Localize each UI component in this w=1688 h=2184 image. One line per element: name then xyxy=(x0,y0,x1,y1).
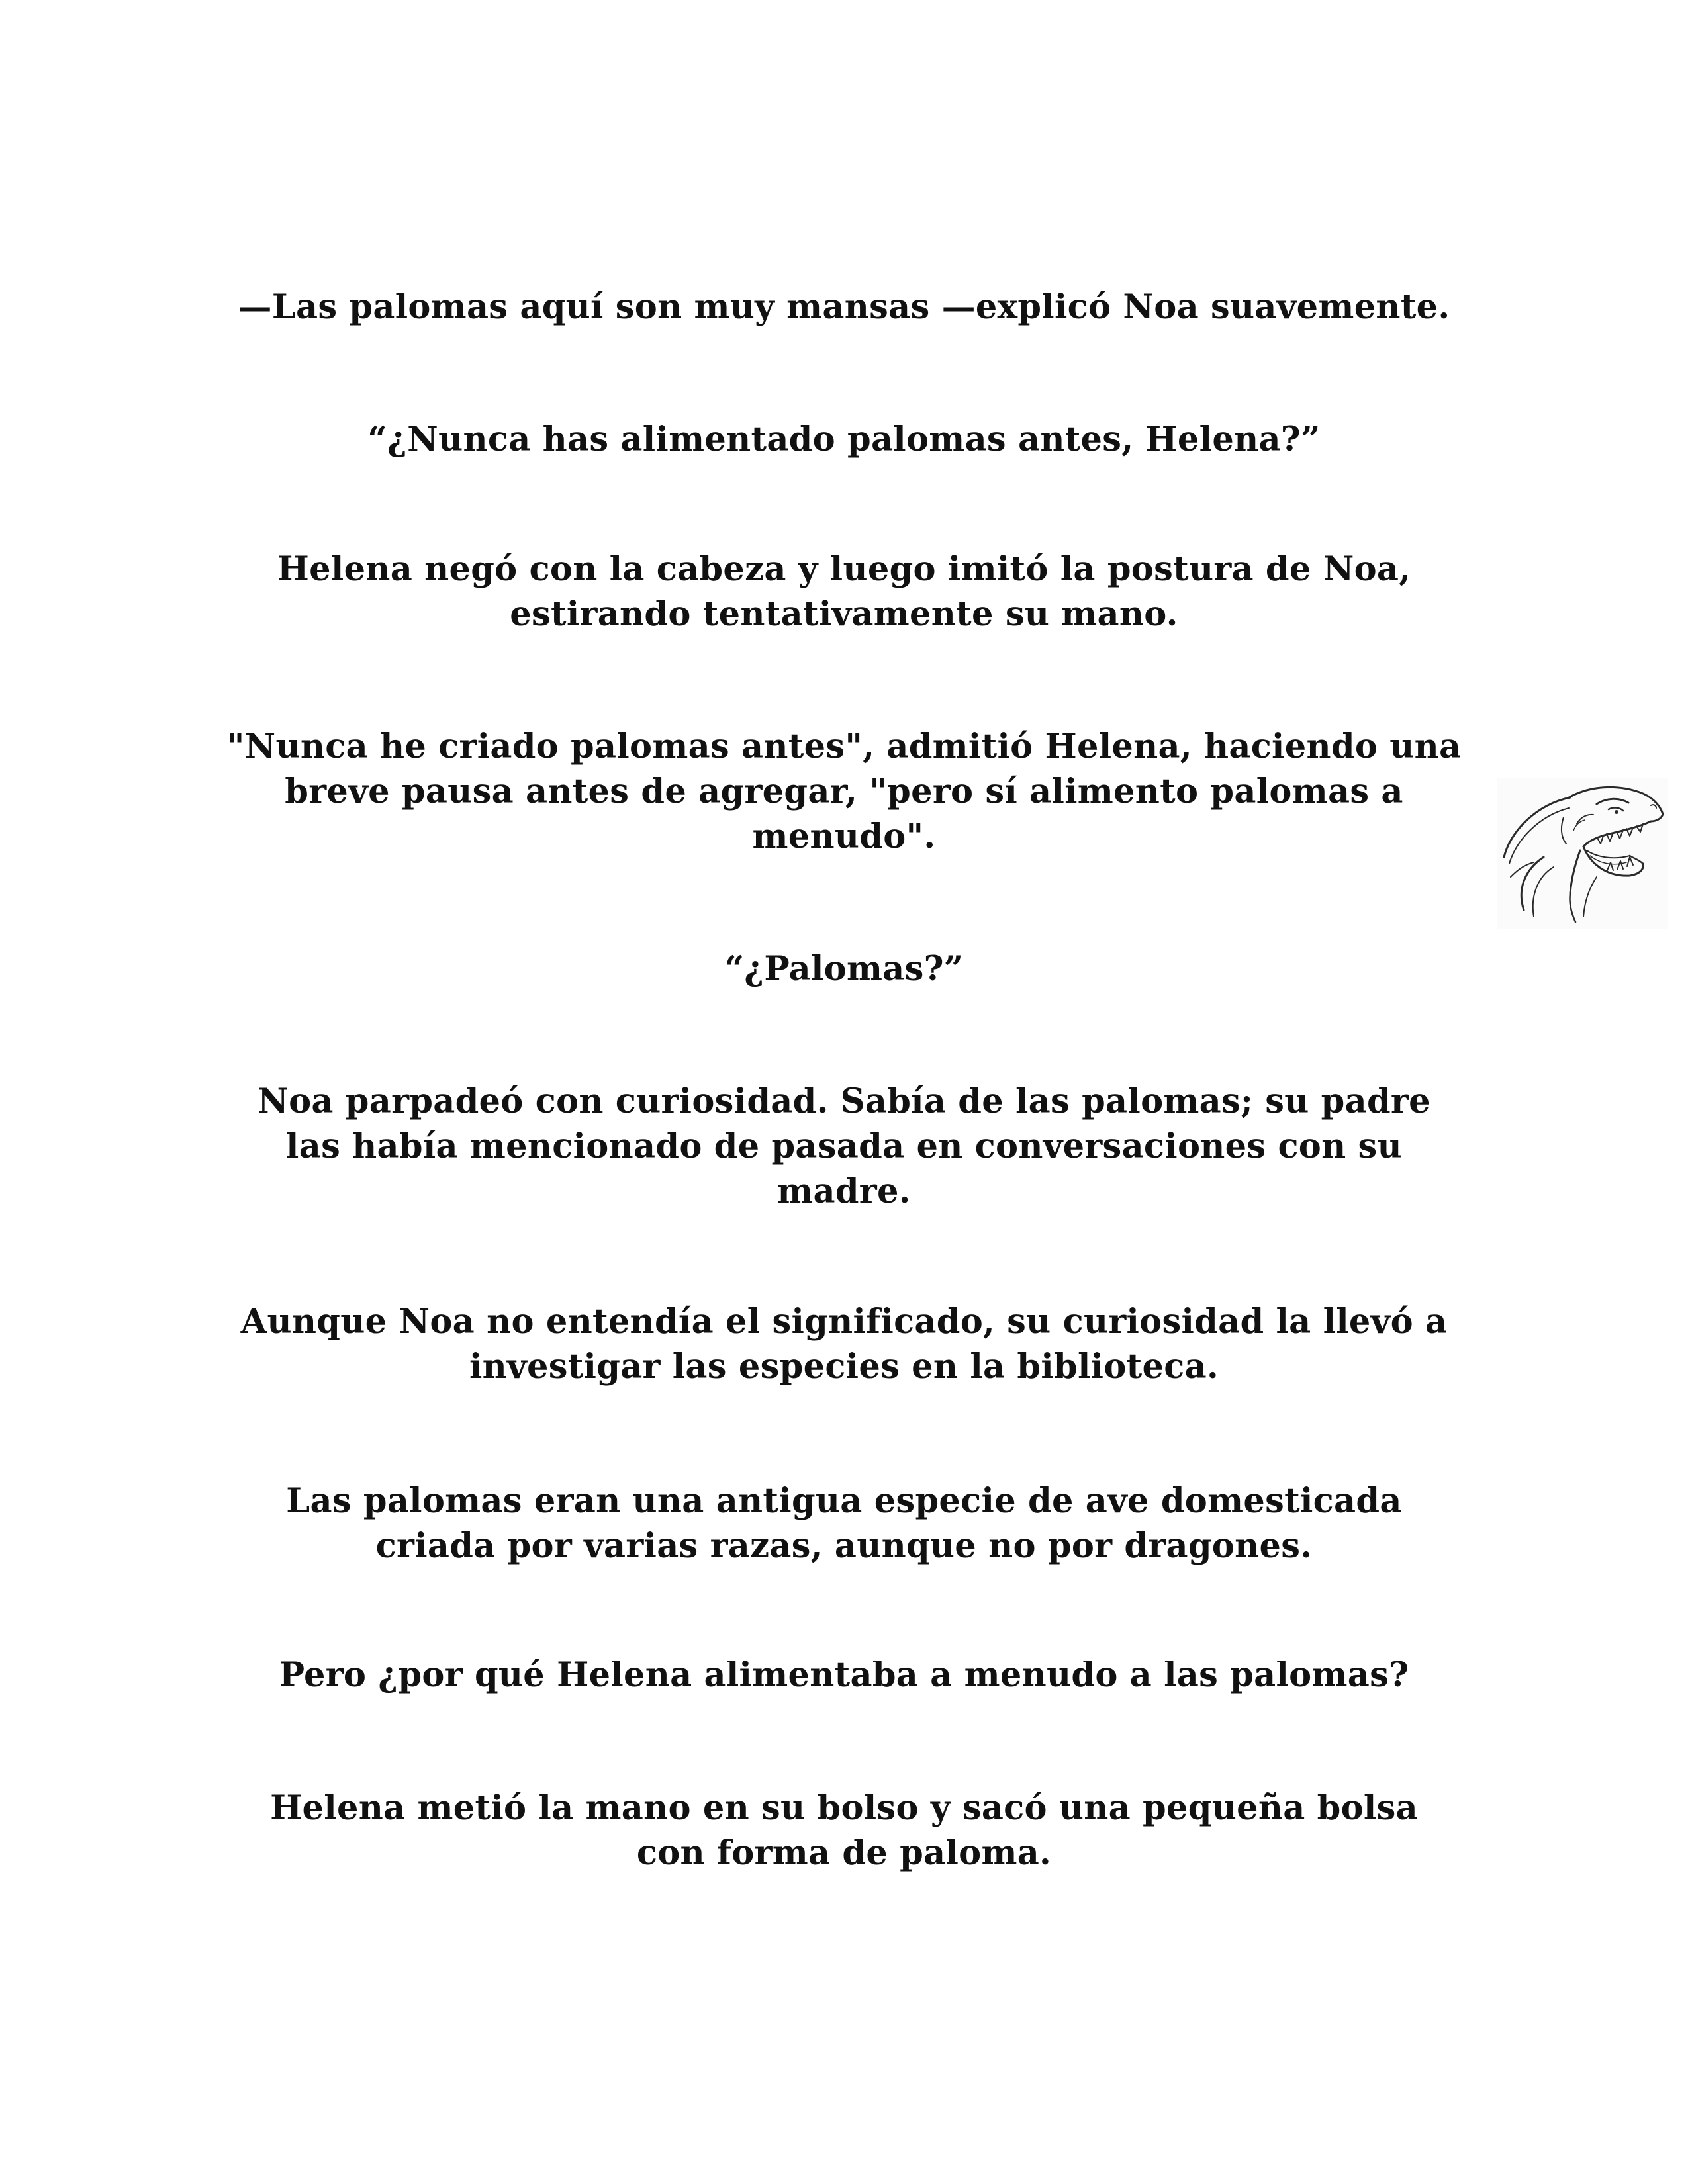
paragraph-9: Pero ¿por qué Helena alimentaba a menudo a las palomas? xyxy=(279,1655,1409,1695)
paragraph-4: "Nunca he criado palomas antes", admitió Helena, haciendo una breve pausa antes de agregar, "pero sí alimento palomas a menudo". xyxy=(226,727,1462,856)
paragraph-8: Las palomas eran una antigua especie de ave domesticada criada por varias razas, aunque no por dragones. xyxy=(286,1481,1402,1566)
paragraph-2: “¿Nunca has alimentado palomas antes, Helena?” xyxy=(367,420,1321,459)
paragraph-3: Helena negó con la cabeza y luego imitó la postura de Noa, estirando tentativamente su mano. xyxy=(277,549,1411,634)
paragraph-5: “¿Palomas?” xyxy=(724,949,964,989)
dinosaur-head-sketch-icon xyxy=(1497,778,1668,929)
paragraph-10: Helena metió la mano en su bolso y sacó una pequeña bolsa con forma de paloma. xyxy=(270,1788,1418,1873)
paragraph-1: —Las palomas aquí son muy mansas —explicó Noa suavemente. xyxy=(238,287,1450,327)
paragraph-6: Noa parpadeó con curiosidad. Sabía de las palomas; su padre las había mencionado de pasada en conversaciones con su madre. xyxy=(258,1081,1430,1211)
paragraph-7: Aunque Noa no entendía el significado, su curiosidad la llevó a investigar las especies en la biblioteca. xyxy=(240,1302,1448,1387)
